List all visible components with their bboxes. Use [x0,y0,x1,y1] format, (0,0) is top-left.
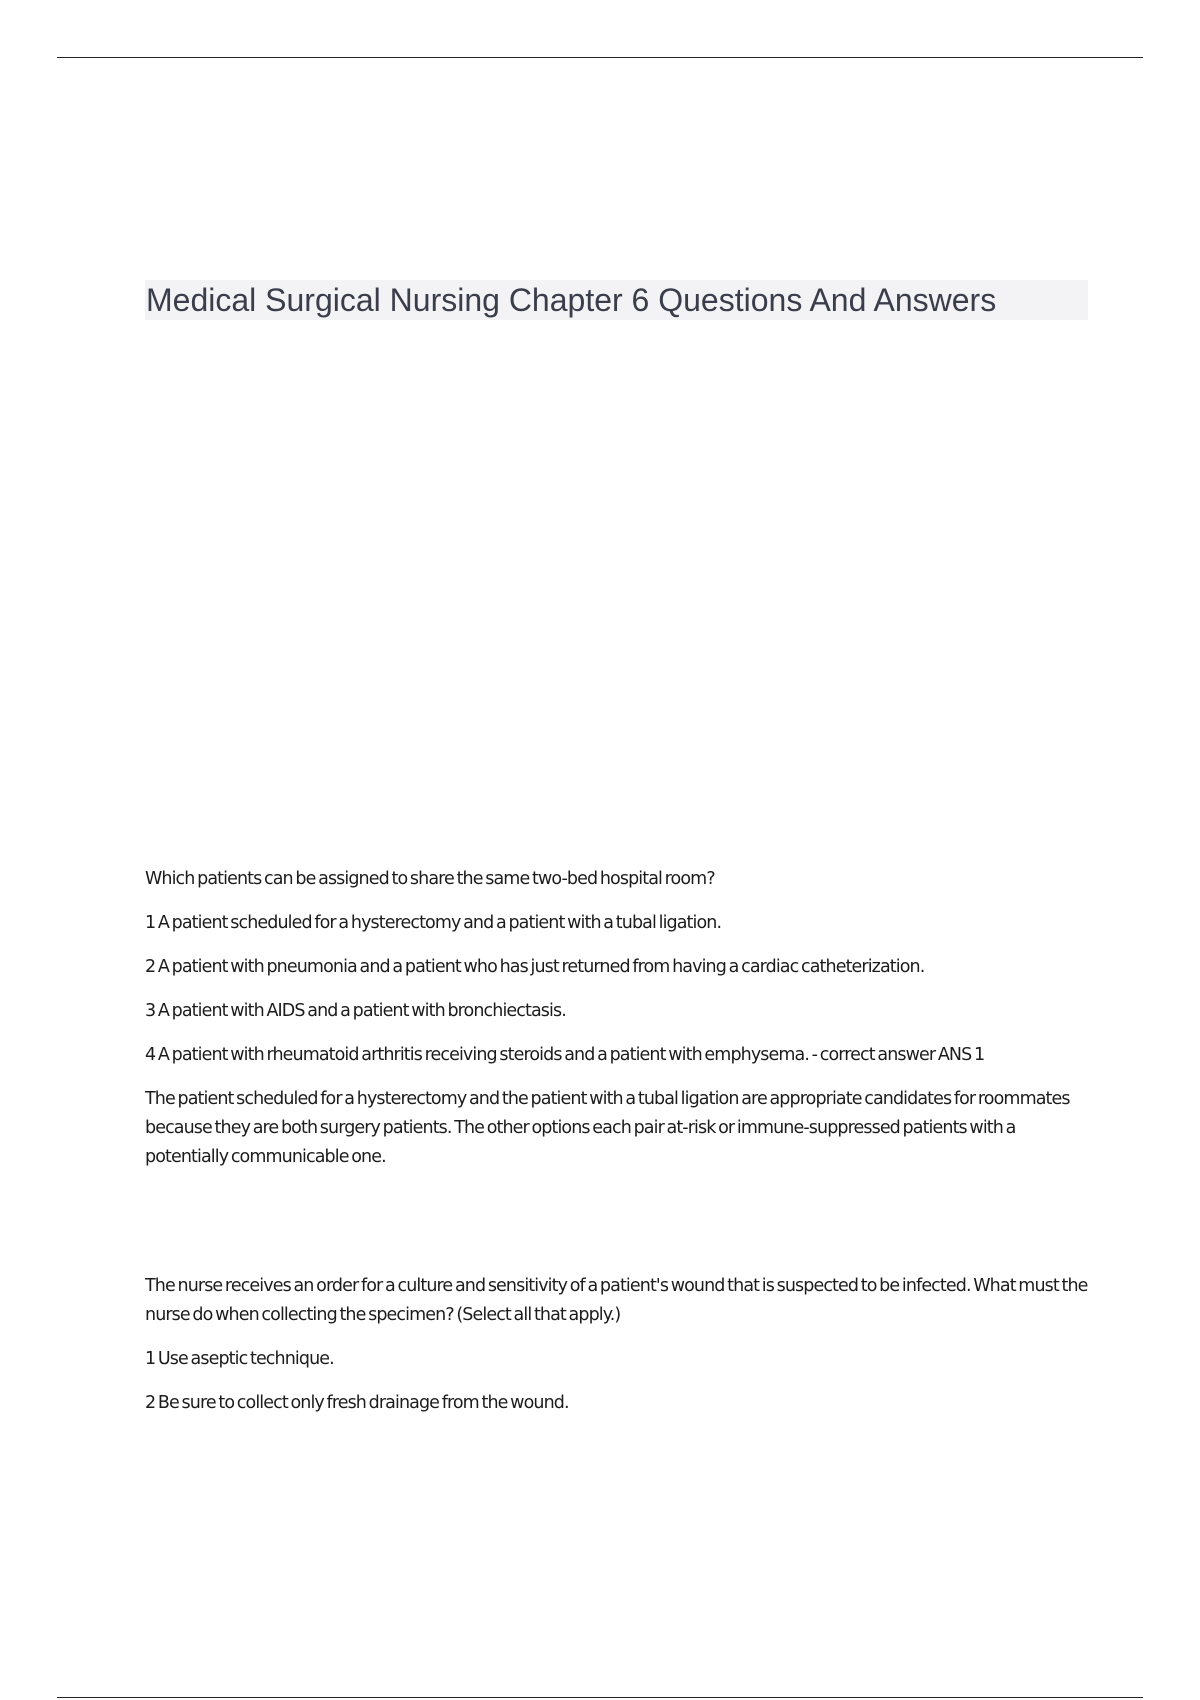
answer-option-1: 1 Use aseptic technique. [145,1349,334,1369]
question-prompt: The nurse receives an order for a culture and sensitivity of a patient's wound that is suspected to be infected. What must the nurse do when collecting the specimen? (Select all that apply.) [145,1276,1088,1325]
top-rule [57,57,1143,58]
question-prompt: Which patients can be assigned to share the same two-bed hospital room? [145,869,715,889]
answer-option-3: 3 A patient with AIDS and a patient with bronchiectasis. [145,1001,566,1021]
document-title: Medical Surgical Nursing Chapter 6 Questions And Answers [146,282,997,318]
answer-option-1: 1 A patient scheduled for a hysterectomy and a patient with a tubal ligation. [145,913,722,933]
answer-option-2: 2 Be sure to collect only fresh drainage from the wound. [145,1393,569,1413]
question-block-1 [145,865,1089,1172]
question-block-2 [145,1272,1089,1418]
bottom-rule [57,1697,1143,1698]
answer-option-2: 2 A patient with pneumonia and a patient who has just returned from having a cardiac catheterization. [145,957,925,977]
answer-rationale: The patient scheduled for a hysterectomy and the patient with a tubal ligation are appropriate candidates for roommates because they are both surgery patients. The other options each pair at-risk or immune-suppressed patients with a potentially communicable one. [145,1089,1070,1167]
answer-option-4: 4 A patient with rheumatoid arthritis receiving steroids and a patient with emphysema. - correct answer ANS 1 [145,1045,985,1065]
